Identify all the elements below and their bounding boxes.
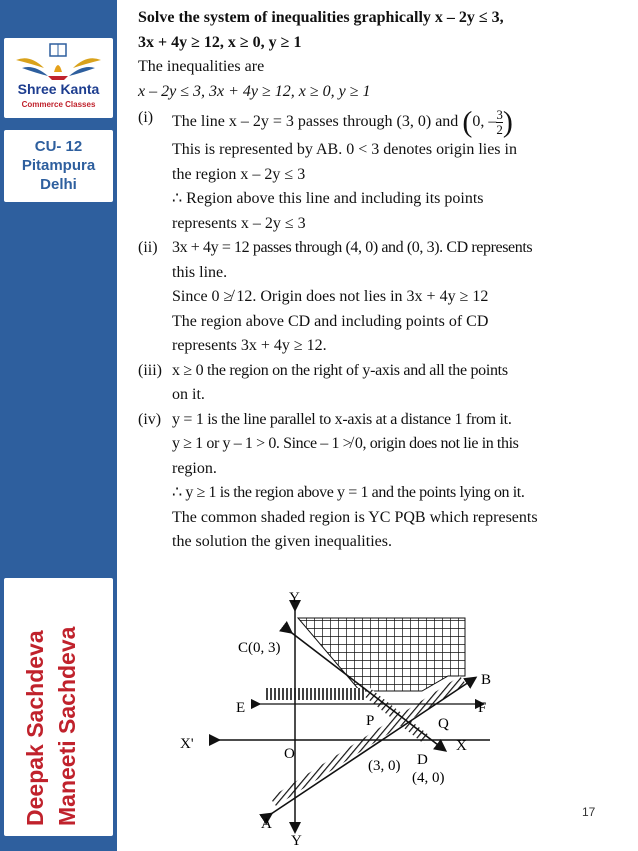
step-label: (ii) (138, 239, 158, 256)
label-d: D (417, 752, 428, 768)
page-number: 17 (582, 805, 596, 819)
brand-logo (4, 38, 113, 118)
step-ii (138, 236, 573, 359)
step-ii-line-5: represents 3x + 4y ≥ 12. (172, 337, 327, 354)
step-i-text: The line x – 2y = 3 passes through (3, 0) and (172, 113, 459, 130)
step-iii-line-2: on it. (172, 386, 205, 403)
step-iv-line-6: the solution the given inequalities. (172, 533, 392, 550)
inequality-graph (170, 588, 510, 850)
paren-close: ) (502, 105, 513, 139)
question-line-1: Solve the system of inequalities graphically x – 2y ≤ 3, (138, 9, 504, 26)
step-ii-line-2: this line. (172, 263, 228, 281)
hatch-y1 (265, 688, 365, 700)
step-iv-line-1: y = 1 is the line parallel to x-axis at a distance 1 from it. (172, 410, 512, 428)
step-i-line-4: ∴ Region above this line and including its points (172, 190, 484, 207)
class-code: CU- 12 (34, 138, 83, 155)
fraction-numerator: 3 (496, 106, 503, 122)
point-prefix: 0, – (472, 113, 497, 130)
step-i-line-1 (172, 106, 573, 138)
brand-name: Shree Kanta (17, 81, 100, 97)
location-line-2: Delhi (40, 176, 77, 193)
label-e: E (236, 700, 246, 716)
inequalities-list: x – 2y ≤ 3, 3x + 4y ≥ 12, x ≥ 0, y ≥ 1 (138, 82, 371, 100)
step-iii (138, 359, 573, 408)
location-box (4, 130, 113, 202)
step-i (138, 106, 573, 236)
label-origin: O (284, 746, 295, 762)
step-ii-line-4: The region above CD and including points of CD (172, 312, 489, 330)
step-label: (iv) (138, 410, 162, 428)
label-y-bottom: Y (291, 833, 302, 849)
author-name-2: Maneeti Sachdeva (54, 626, 80, 826)
label-c: C(0, 3) (238, 640, 281, 656)
fraction-denominator: 2 (496, 121, 503, 137)
label-q: Q (438, 716, 449, 732)
label-y-top: Y (289, 590, 300, 606)
step-iv-line-4: ∴ y ≥ 1 is the region above y = 1 and the points lying on it. (172, 484, 525, 501)
step-label: (i) (138, 109, 154, 126)
paren-open: ( (462, 105, 473, 139)
step-ii-line-1: 3x + 4y = 12 passes through (4, 0) and (0, 3). CD represents (172, 239, 533, 256)
step-i-line-5: represents x – 2y ≤ 3 (172, 214, 306, 232)
label-point-30: (3, 0) (368, 758, 401, 774)
sidebar (0, 0, 117, 851)
label-x-left: X' (180, 736, 194, 752)
label-point-40: (4, 0) (412, 770, 445, 786)
step-iv (138, 408, 573, 555)
step-iv-line-5: The common shaded region is YC PQB which represents (172, 508, 538, 526)
label-x-right: X (456, 738, 467, 754)
label-b: B (481, 672, 492, 688)
step-iv-line-2: y ≥ 1 or y – 1 > 0. Since – 1 ≯ 0, origin does not lie in this (172, 435, 519, 452)
question-line-2: 3x + 4y ≥ 12, x ≥ 0, y ≥ 1 (138, 33, 302, 51)
label-p: P (366, 713, 375, 729)
step-iv-line-3: region. (172, 459, 217, 477)
step-label: (iii) (138, 361, 162, 379)
label-a: A (261, 816, 272, 832)
step-i-line-3: the region x – 2y ≤ 3 (172, 165, 306, 183)
step-ii-line-3: Since 0 ≱ 12. Origin does not lies in 3x + 4y ≥ 12 (172, 288, 489, 305)
logo-birds-icon (4, 38, 113, 86)
location-line-1: Pitampura (21, 157, 96, 174)
brand-tagline: Commerce Classes (21, 100, 96, 109)
authors-box (4, 578, 113, 836)
author-name-1: Deepak Sachdeva (22, 630, 48, 826)
step-iii-line-1: x ≥ 0 the region on the right of y-axis and all the points (172, 361, 508, 379)
intro-text: The inequalities are (138, 58, 265, 75)
solution-region (298, 618, 465, 691)
document-body (138, 6, 573, 555)
label-f: F (478, 700, 487, 716)
step-i-line-2: This is represented by AB. 0 < 3 denotes origin lies in (172, 141, 517, 158)
